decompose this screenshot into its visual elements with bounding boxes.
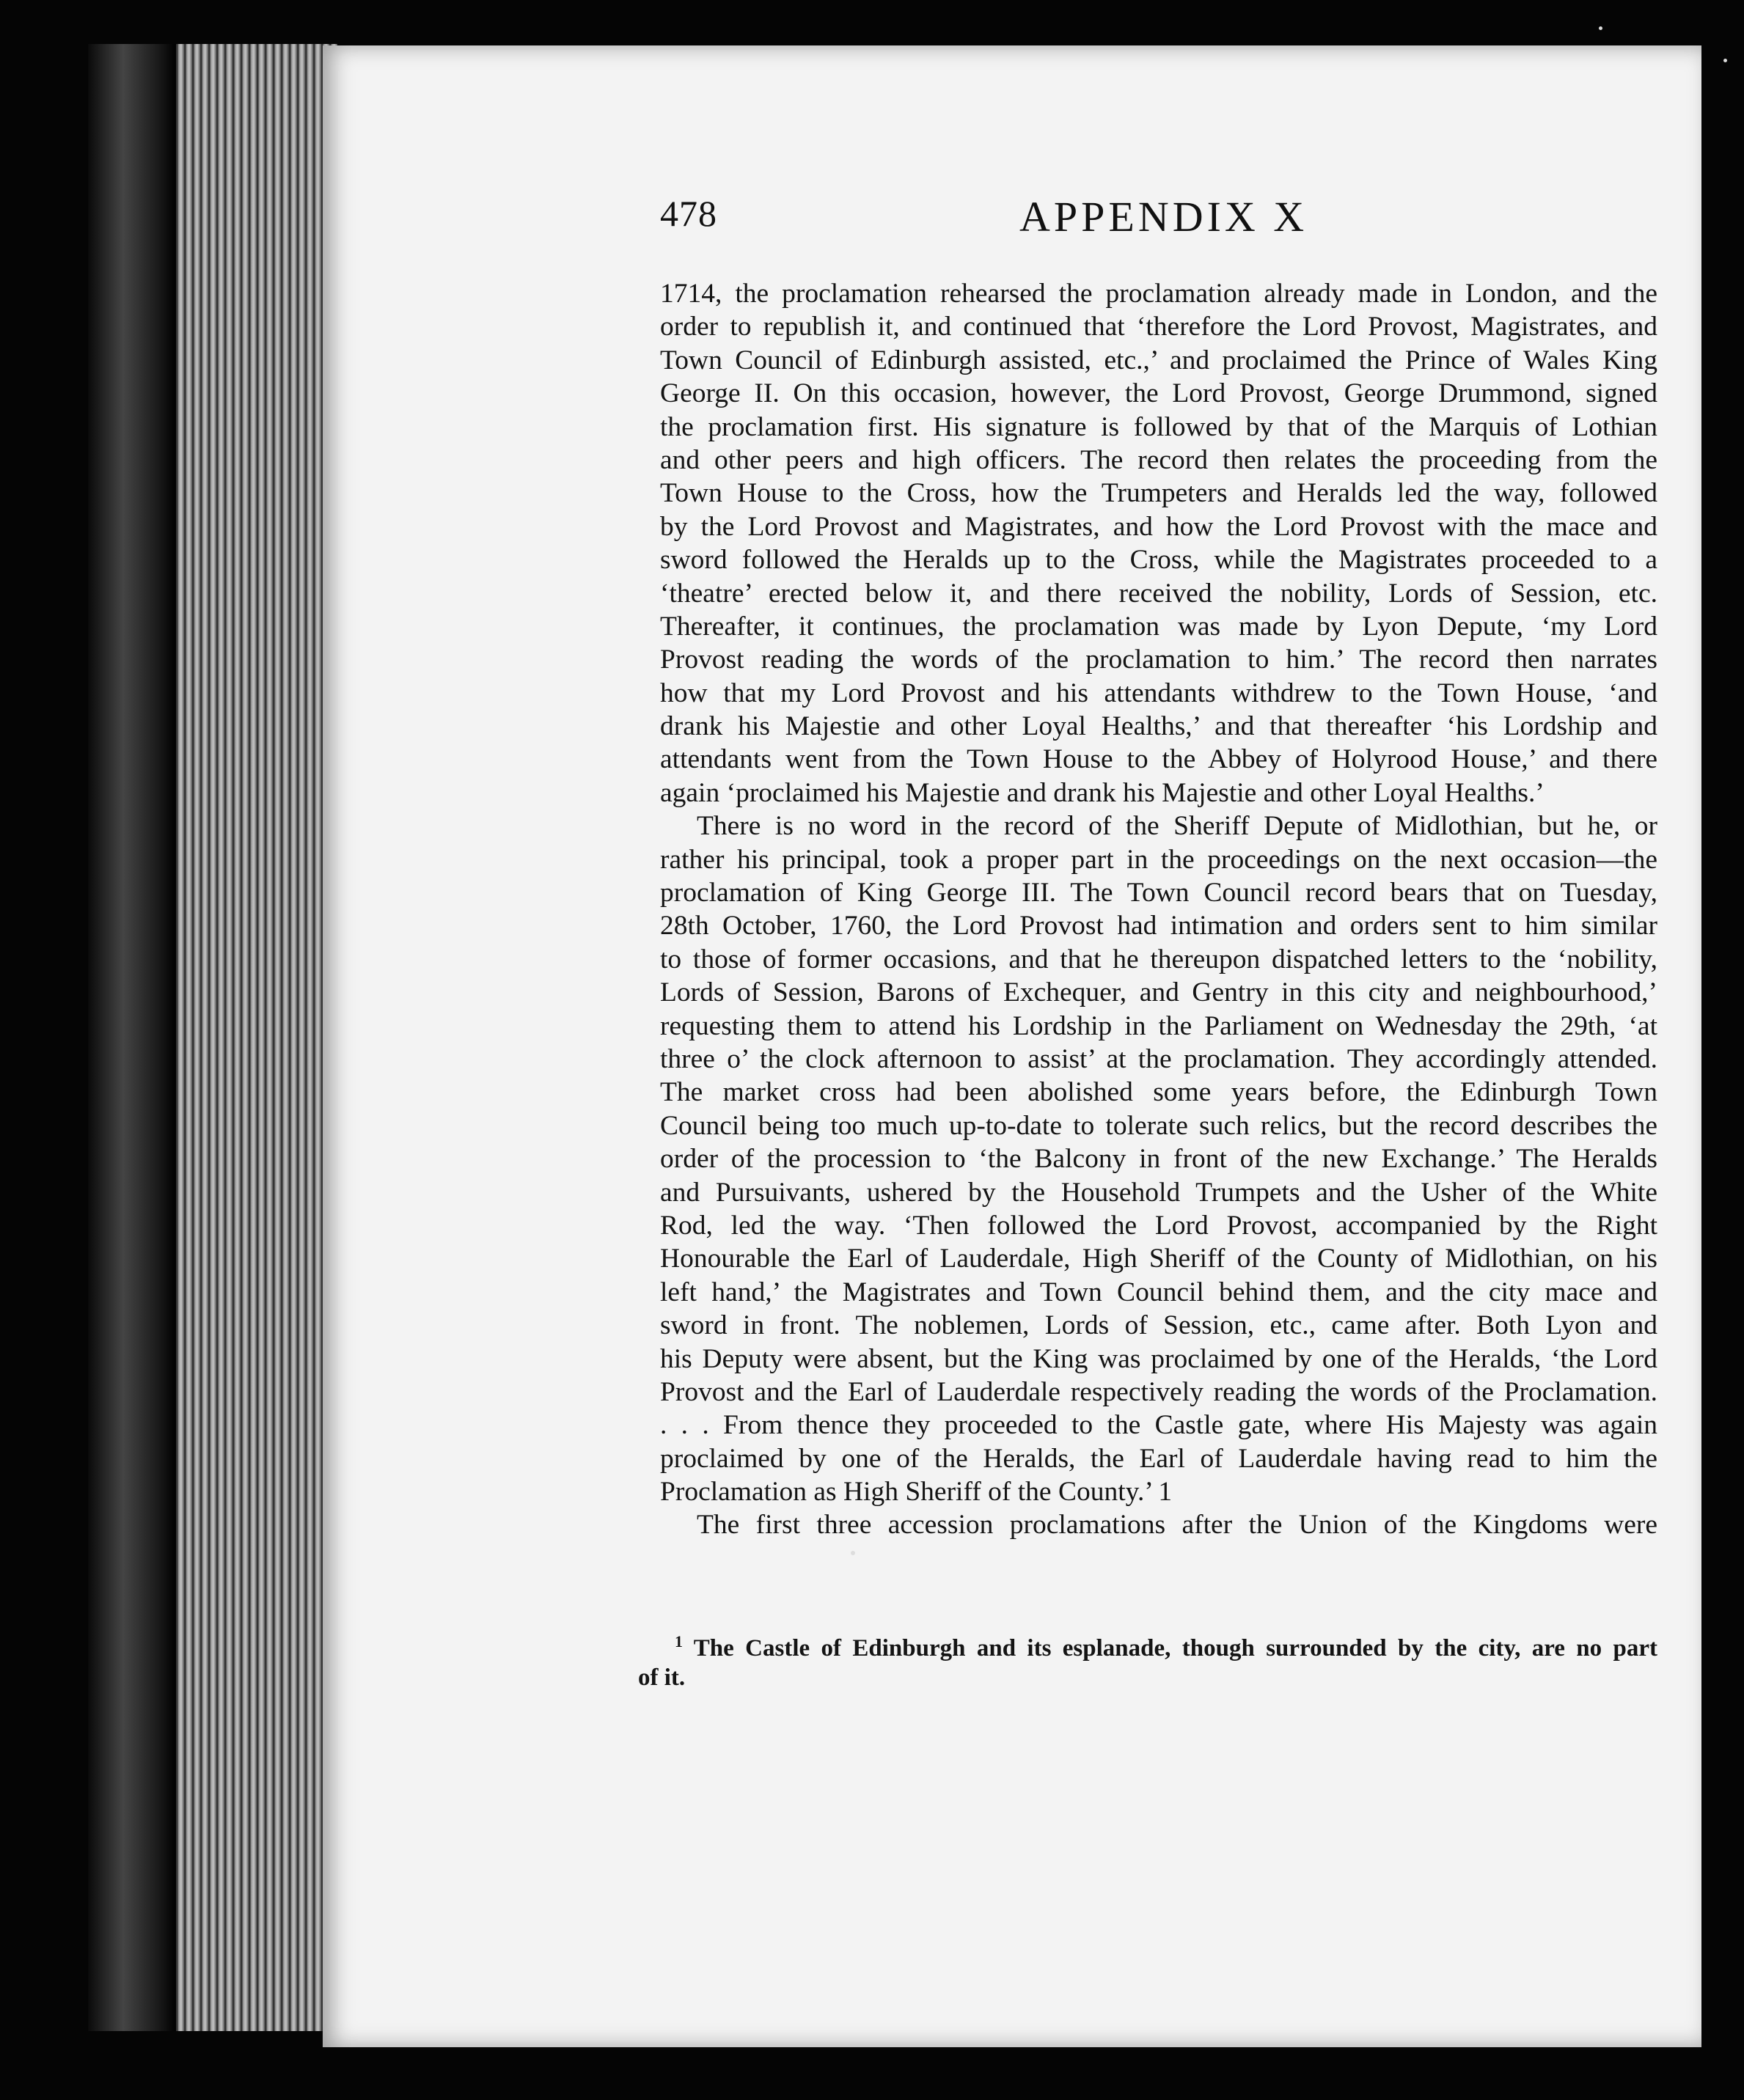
text-line: again ‘proclaimed his Majestie and drank his Majestie and other Loyal Healths.’	[660, 777, 1545, 808]
footnote-marker: 1	[675, 1632, 683, 1651]
running-head	[660, 192, 1731, 251]
text-line: Provost and the Earl of Lauderdale respectively reading the words of the Proclamation.	[660, 1376, 1657, 1407]
text-line: and other peers and high officers. The record then relates the proceeding from the	[660, 444, 1657, 475]
text-line: three o’ the clock afternoon to assist’ at the proclamation. They accordingly attended.	[660, 1043, 1657, 1074]
text-line: Provost reading the words of the proclamation to him.’ The record then narrates	[660, 645, 1657, 675]
text-line: left hand,’ the Magistrates and Town Council behind them, and the city mace and	[660, 1277, 1657, 1307]
text-line: order of the procession to ‘the Balcony in front of the new Exchange.’ The Heralds	[660, 1144, 1657, 1175]
text-line: rather his principal, took a proper part in the proceedings on the next occasion—the	[660, 844, 1657, 875]
page-number: 478	[660, 193, 717, 234]
text-line: Thereafter, it continues, the proclamation was made by Lyon Depute, ‘my Lord	[660, 611, 1657, 642]
text-line: the proclamation first. His signature is followed by that of the Marquis of Lothian	[660, 411, 1657, 442]
text-line: Town House to the Cross, how the Trumpeters and Heralds led the way, followed	[660, 478, 1657, 509]
footnote	[638, 1634, 1657, 1692]
text-line: George II. On this occasion, however, the Lord Provost, George Drummond, signed	[660, 378, 1657, 409]
book-binding	[88, 44, 176, 2031]
text-line: and Pursuivants, ushered by the Household Trumpets and the Usher of the White	[660, 1177, 1657, 1208]
text-line: The first three accession proclamations after the Union of the Kingdoms were	[697, 1510, 1657, 1541]
text-line: order to republish it, and continued that ‘therefore the Lord Provost, Magistrates, and	[660, 312, 1657, 342]
text-line: Rod, led the way. ‘Then followed the Lord Provost, accompanied by the Right	[660, 1210, 1657, 1241]
body-text	[660, 277, 1657, 1542]
scan-speck	[1599, 26, 1602, 30]
text-line: sword in front. The noblemen, Lords of Session, etc., came after. Both Lyon and	[660, 1310, 1657, 1341]
text-line: There is no word in the record of the Sheriff Depute of Midlothian, but he, or	[697, 811, 1657, 842]
text-line: 1714, the proclamation rehearsed the proclamation already made in London, and the	[660, 279, 1657, 309]
text-line: Council being too much up-to-date to tolerate such relics, but the record describes the	[660, 1110, 1657, 1141]
text-line: The market cross had been abolished some years before, the Edinburgh Town	[660, 1077, 1657, 1108]
text-line: ‘theatre’ erected below it, and there received the nobility, Lords of Session, etc.	[660, 578, 1657, 609]
text-line: attendants went from the Town House to the Abbey of Holyrood House,’ and there	[660, 744, 1657, 775]
text-line: proclamation of King George III. The Town Council record bears that on Tuesday,	[660, 878, 1657, 908]
text-line: requesting them to attend his Lordship in the Parliament on Wednesday the 29th, ‘at	[660, 1010, 1657, 1041]
footnote-line: of it.	[638, 1664, 686, 1691]
footnote-text: The Castle of Edinburgh and its esplanade, though surrounded by the city, are no part	[693, 1635, 1657, 1662]
page-title: APPENDIX X	[1019, 193, 1308, 241]
footnote-line	[638, 1634, 1657, 1663]
text-line: Town Council of Edinburgh assisted, etc.,’ and proclaimed the Prince of Wales King	[660, 345, 1657, 375]
text-line: Honourable the Earl of Lauderdale, High Sheriff of the County of Midlothian, on his	[660, 1244, 1657, 1274]
scan-speck	[1723, 59, 1727, 62]
text-line: Proclamation as High Sheriff of the County.’ 1	[660, 1477, 1173, 1508]
text-line: by the Lord Provost and Magistrates, and how the Lord Provost with the mace and	[660, 511, 1657, 542]
text-line: proclaimed by one of the Heralds, the Earl of Lauderdale having read to him the	[660, 1443, 1657, 1474]
text-line: Lords of Session, Barons of Exchequer, and Gentry in this city and neighbourhood,’	[660, 977, 1657, 1008]
text-line: his Deputy were absent, but the King was proclaimed by one of the Heralds, ‘the Lord	[660, 1343, 1657, 1374]
scan-speck	[851, 1551, 855, 1555]
text-line: how that my Lord Provost and his attendants withdrew to the Town House, ‘and	[660, 678, 1657, 708]
text-line: . . . From thence they proceeded to the Castle gate, where His Majesty was again	[660, 1410, 1657, 1441]
text-line: drank his Majestie and other Loyal Healths,’ and that thereafter ‘his Lordship and	[660, 711, 1657, 742]
text-line: sword followed the Heralds up to the Cross, while the Magistrates proceeded to a	[660, 545, 1657, 576]
text-line: to those of former occasions, and that he thereupon dispatched letters to the ‘nobility,	[660, 944, 1657, 974]
text-line: 28th October, 1760, the Lord Provost had intimation and orders sent to him similar	[660, 911, 1657, 941]
